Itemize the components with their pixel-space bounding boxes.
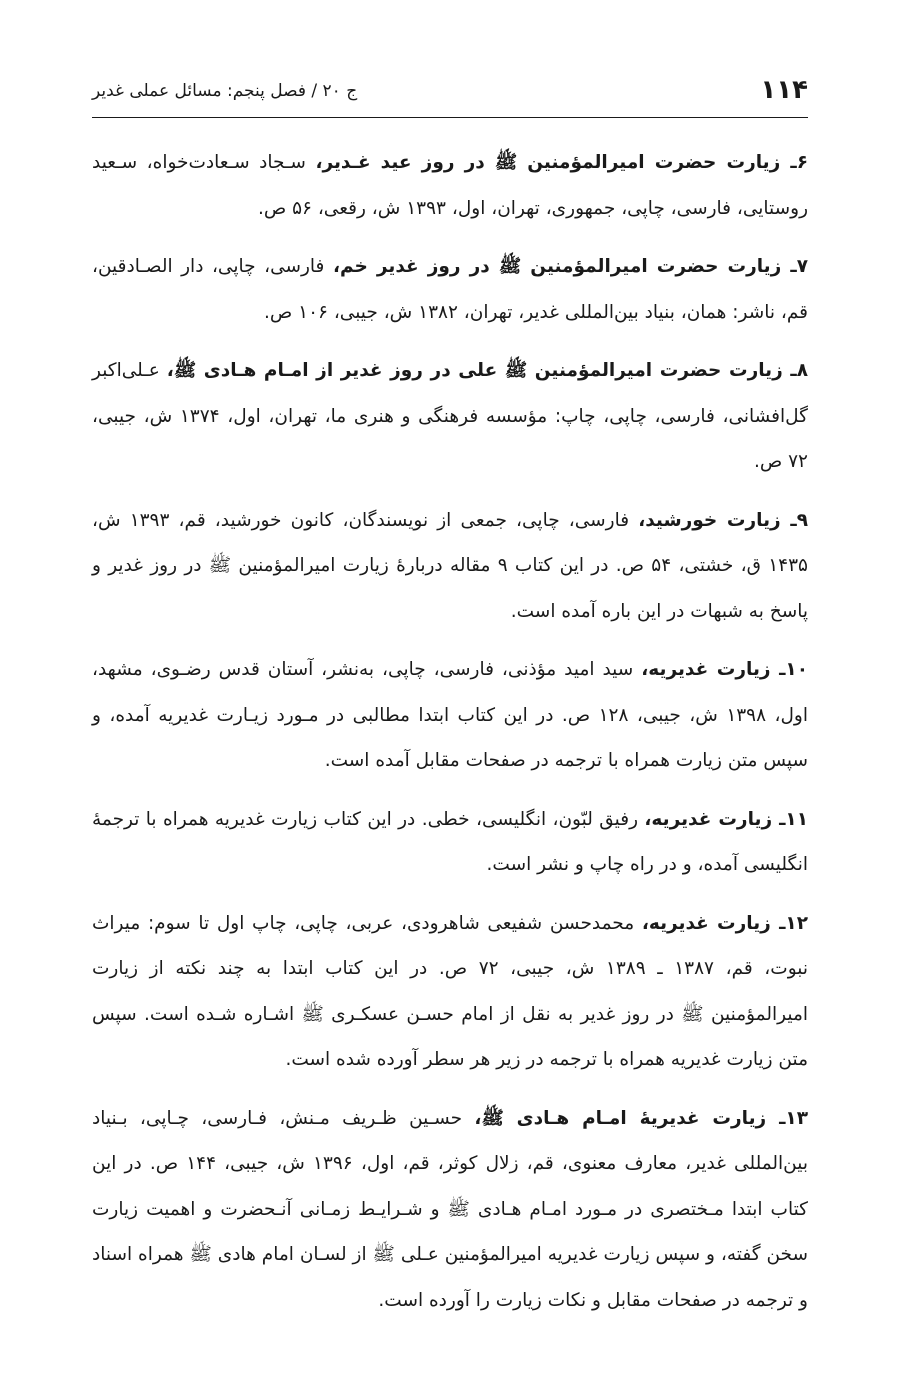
bibliography-entry-6: [92, 140, 808, 231]
bibliography-entry-9: [92, 498, 808, 635]
bibliography-entry-8: [92, 348, 808, 485]
entry-title: ۱۲ـ زیارت غدیریه،: [641, 912, 808, 934]
bibliography-list: [92, 140, 808, 1336]
entry-body: سید امید مؤذنی، فارسی، چاپی، به‌نشر، آستان قدس رضـوی، مشهد، اول، ۱۳۹۸ ش، جیبی، ۱۲۸ ص. در این کتاب ابتدا مطالبی در مـورد زیـارت غدیریه آمده، و سپس متن زیارت همراه با ترجمه در صفحات مقابل آمده است.: [92, 659, 808, 771]
entry-title: ۱۰ـ زیارت غدیریه،: [641, 659, 808, 680]
bibliography-entry-7: [92, 244, 808, 335]
entry-title: ۱۱ـ زیارت غدیریه،: [644, 808, 808, 830]
entry-body: فارسی، چاپی، دار الصـادقین، قم، ناشر: همان، بنیاد بین‌المللی غدیر، تهران، ۱۳۸۲ ش، جیبی، ۱۰۶ ص.: [92, 256, 808, 323]
page-number: ۱۱۴: [760, 75, 808, 105]
page-header: [92, 70, 808, 118]
bibliography-entry-11: [92, 797, 808, 888]
entry-title: ۹ـ زیارت خورشید،: [638, 509, 809, 531]
entry-body: سـجاد سـعادت‌خواه، سـعید روستایی، فارسی، چاپی، جمهوری، تهران، اول، ۱۳۹۳ ش، رقعی، ۵۶ ص.: [92, 152, 808, 219]
bibliography-entry-12: [92, 901, 808, 1083]
entry-title: ۷ـ زیارت حضرت امیرالمؤمنین ﷺ در روز غدیر خم،: [332, 256, 808, 277]
entry-body: حسـین ظـریف مـنش، فـارسی، چـاپی، بـنیاد بین‌المللی غدیر، معارف معنوی، قم، زلال کوثر، قم، اول، ۱۳۹۶ ش، جیبی، ۱۴۴ ص. در این کتاب ابتدا مـختصری در مـورد امـام هـادی ﷺ و شـرایـط زمـانی آنـحضرت و اهمیت زیارت سخن گفته، و سپس زیارت غدیریه امیرالمؤمنین عـلی ﷺ از لسـان امام هادی ﷺ همراه اسناد و ترجمه در صفحات مقابل و نکات زیارت را آورده است.: [92, 1107, 808, 1311]
bibliography-entry-13: [92, 1096, 808, 1324]
bibliography-entry-10: [92, 647, 808, 784]
entry-title: ۶ـ زیارت حضرت امیرالمؤمنین ﷺ در روز عید غـدیر،: [315, 152, 808, 173]
entry-body: محمدحسن شفیعی شاهرودی، عربی، چاپی، چاپ اول تا سوم: میراث نبوت، قم، ۱۳۸۷ ـ ۱۳۸۹ ش، جیبی، ۷۲ ص. در این کتاب ابتدا به چند نکته از زیارت امیرالمؤمنین ﷺ در روز غدیر به نقل از امام حسـن عسکـری ﷺ اشـاره شـده است. سپس متن زیارت غدیریه همراه با ترجمه در زیر هر سطر آورده شده است.: [92, 912, 808, 1070]
entry-body: رفیق لبّون، انگلیسی، خطی. در این کتاب زیارت غدیریه همراه با ترجمۀ انگلیسی آمده، و در راه چاپ و نشر است.: [92, 808, 808, 875]
entry-title: ۸ـ زیارت حضرت امیرالمؤمنین ﷺ علی در روز غدیر از امـام هـادی ﷺ،: [166, 360, 809, 381]
entry-title: ۱۳ـ زیارت غدیریۀ امـام هـادی ﷺ،: [474, 1107, 808, 1129]
running-title: ج ۲۰ / فصل پنجم: مسائل عملی غدیر: [92, 81, 358, 101]
entry-body: عـلی‌اکبر گل‌افشانی، فارسی، چاپی، چاپ: مؤسسه فرهنگی و هنری ما، تهران، اول، ۱۳۷۴ ش، جیبی، ۷۲ ص.: [92, 360, 808, 472]
entry-body: فارسی، چاپی، جمعی از نویسندگان، کانون خورشید، قم، ۱۳۹۳ ش، ۱۴۳۵ ق، خشتی، ۵۴ ص. در این کتاب ۹ مقاله دربارۀ زیارت امیرالمؤمنین ﷺ در روز غدیر و پاسخ به شبهات در این باره آمده است.: [92, 509, 808, 622]
header-rule: [92, 117, 808, 118]
